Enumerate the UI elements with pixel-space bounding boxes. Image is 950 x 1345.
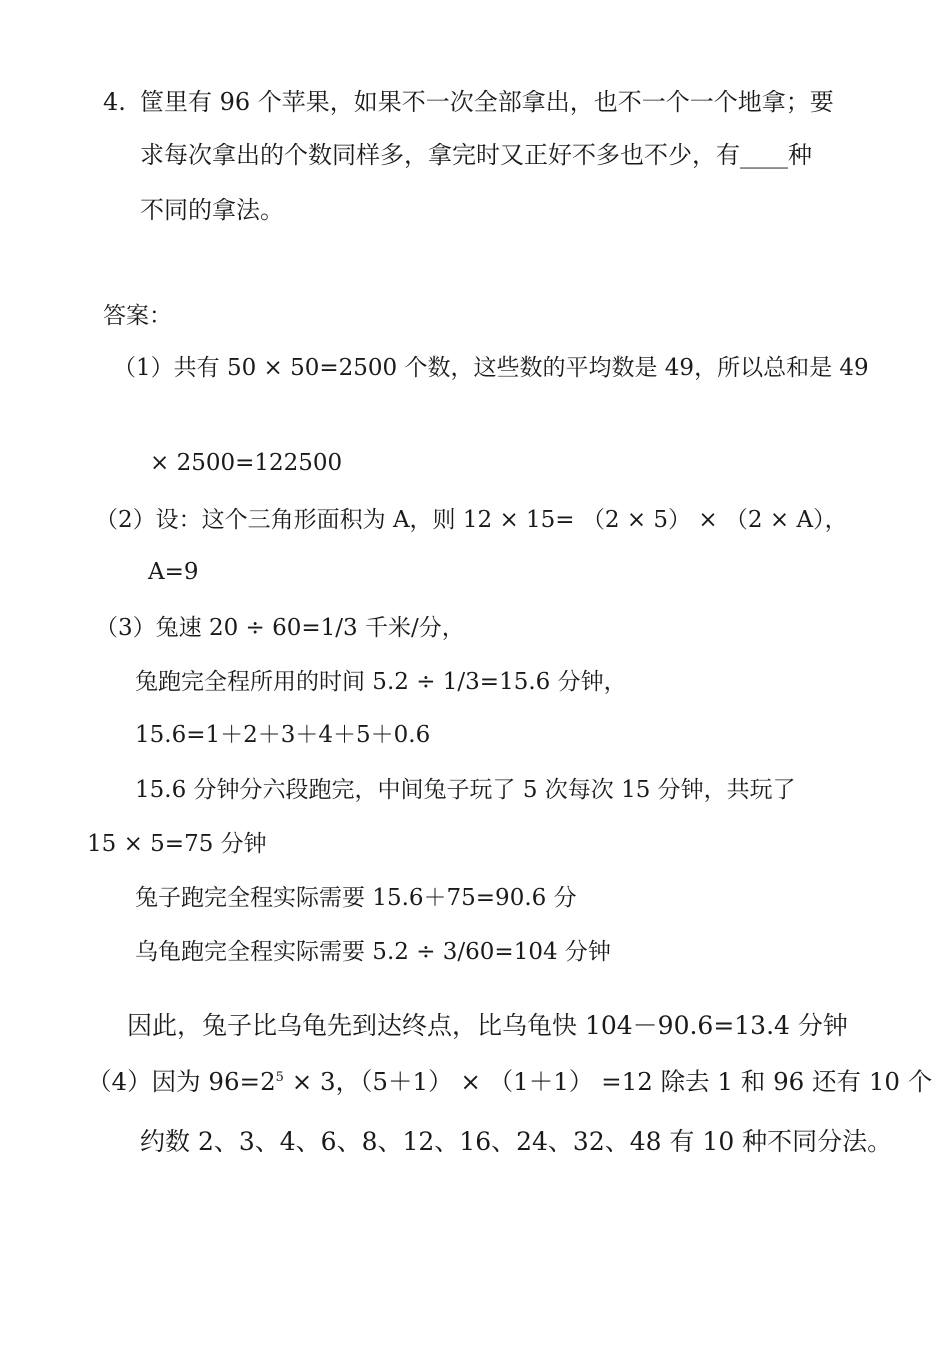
answer-3-line-5: 15 × 5=75 分钟 [87, 831, 267, 857]
answer-3-line-2: 兔跑完全程所用的时间 5.2 ÷ 1/3=15.6 分钟， [135, 669, 627, 695]
answer-2-line-2: A=9 [148, 559, 199, 585]
answer-3-line-4: 15.6 分钟分六段跑完，中间兔子玩了 5 次每次 15 分钟，共玩了 [135, 777, 796, 803]
answer-3-line-6: 兔子跑完全程实际需要 15.6＋75=90.6 分 [135, 885, 577, 911]
answer-3-line-3: 15.6=1＋2＋3＋4＋5＋0.6 [135, 722, 431, 748]
answer-4-line-1-pre: （4）因为 96=2 [87, 1067, 276, 1096]
question-line-1: 筐里有 96 个苹果，如果不一次全部拿出，也不一个一个地拿；要 [140, 88, 834, 116]
question-line-2: 求每次拿出的个数同样多，拿完时又正好不多也不少，有____种 [140, 141, 812, 169]
answer-3-line-7: 乌龟跑完全程实际需要 5.2 ÷ 3/60=104 分钟 [135, 939, 611, 965]
answer-heading: 答案： [103, 303, 172, 329]
answer-4-line-1-post: × 3，（5＋1） × （1＋1） =12 除去 1 和 96 还有 10 个 [283, 1067, 933, 1096]
answer-1-line-1: （1）共有 50 × 50=2500 个数，这些数的平均数是 49，所以总和是 49 [113, 355, 869, 381]
answer-3-line-1: （3）兔速 20 ÷ 60=1/3 千米/分， [95, 615, 465, 641]
answer-4-line-2: 约数 2、3、4、6、8、12、16、24、32、48 有 10 种不同分法。 [140, 1127, 893, 1156]
answer-2-line-1: （2）设：这个三角形面积为 A，则 12 × 15= （2 × 5） × （2 × A）， [95, 507, 848, 533]
question-number: 4. [103, 88, 126, 116]
question-line-3: 不同的拿法。 [140, 196, 284, 224]
exponent: 5 [275, 1069, 284, 1085]
answer-4-line-1 [87, 1067, 933, 1096]
answer-3-conclusion: 因此，兔子比乌龟先到达终点，比乌龟快 104－90.6=13.4 分钟 [127, 1011, 848, 1040]
answer-1-line-2: × 2500=122500 [150, 450, 343, 476]
